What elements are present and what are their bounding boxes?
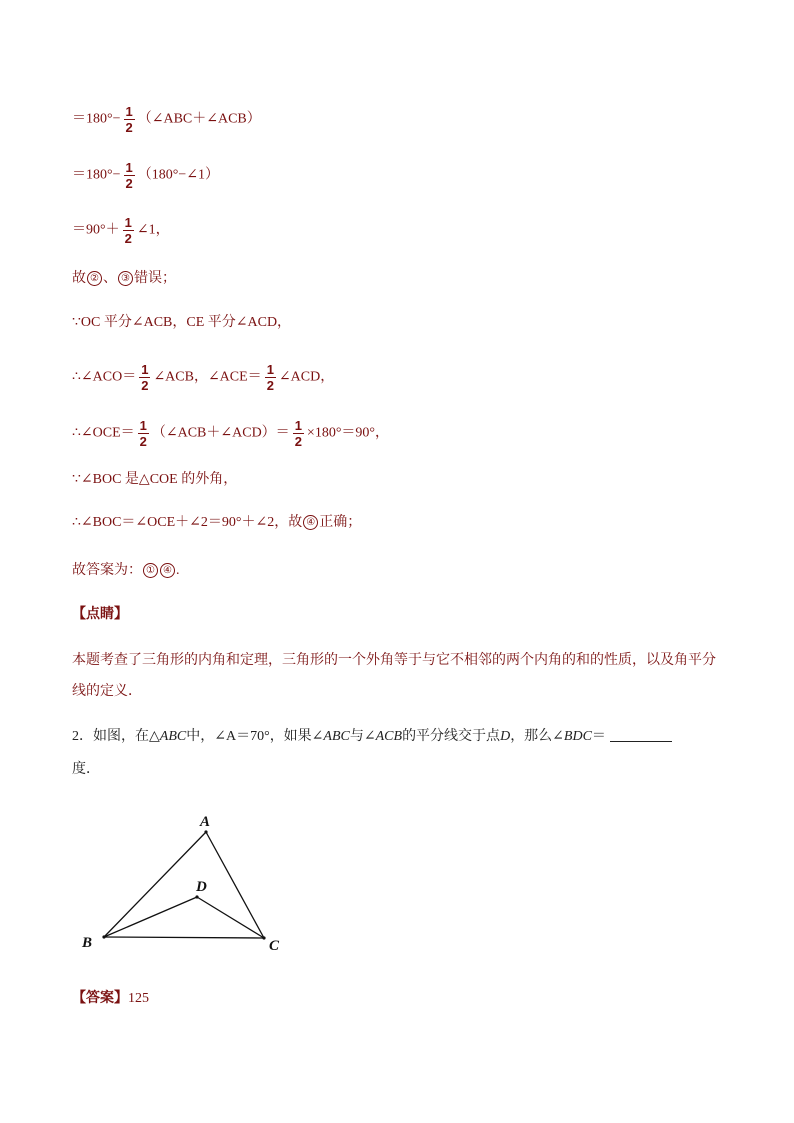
point-d <box>195 895 198 898</box>
triangle-lines <box>104 832 264 938</box>
fraction-denominator: 2 <box>141 378 149 393</box>
line-text: 故 <box>72 271 86 286</box>
fraction-numerator: 1 <box>125 104 133 119</box>
vertex-c <box>262 936 265 939</box>
solution-line-9 <box>72 513 361 533</box>
fraction <box>293 418 304 449</box>
question-math: BDC <box>563 729 592 744</box>
fraction <box>139 362 150 393</box>
solution-line-10 <box>72 561 180 581</box>
line-text: ∠ACB，∠ACE＝ <box>153 369 262 385</box>
line-text: ＝180°− <box>72 167 121 183</box>
line-text: ∠ACD， <box>278 369 335 385</box>
fraction-numerator: 1 <box>125 160 133 175</box>
line-text: 故答案为： <box>72 563 142 578</box>
comment-heading: 【点睛】 <box>72 607 128 622</box>
solution-line-2 <box>72 160 219 191</box>
label-b: B <box>82 935 93 951</box>
solution-line-4 <box>72 269 176 289</box>
circled-number: ③ <box>118 271 133 286</box>
question-text: 2．如图，在△ <box>72 729 160 744</box>
line-text: ＝90°＋ <box>72 222 120 238</box>
question-math: ∠A＝70° <box>214 729 270 744</box>
fraction-numerator: 1 <box>266 362 274 377</box>
answer-label: 【答案】 <box>72 991 128 1006</box>
question-text: ＝ <box>591 729 606 744</box>
fraction <box>138 418 149 449</box>
line-text: 正确； <box>319 515 362 530</box>
fraction <box>124 104 135 135</box>
line-text: ∴∠ACO＝ <box>72 369 137 385</box>
fraction-numerator: 1 <box>141 362 149 377</box>
line-text: ∴∠OCE＝ <box>72 425 135 441</box>
side-bc <box>104 937 264 938</box>
vertex-b <box>102 935 105 938</box>
fraction-denominator: 2 <box>124 231 132 246</box>
answer-blank <box>610 727 672 742</box>
line-text: （∠ACB＋∠ACD）＝ <box>151 425 290 441</box>
solution-line-6 <box>72 362 334 393</box>
line-text: （∠ABC＋∠ACB） <box>137 111 261 127</box>
line-text: ×180°＝90°， <box>306 425 390 441</box>
comment-text-line-2: 线的定义． <box>72 684 142 699</box>
fraction-denominator: 2 <box>266 378 274 393</box>
line-text: ＝180°− <box>72 111 121 127</box>
fraction-numerator: 1 <box>139 418 147 433</box>
bisector-bd <box>104 897 197 937</box>
fraction-denominator: 2 <box>125 120 133 135</box>
label-d: D <box>196 879 207 895</box>
fraction <box>123 215 134 246</box>
circled-number: ④ <box>160 563 175 578</box>
fraction-denominator: 2 <box>294 434 302 449</box>
line-text: 、 <box>103 271 117 286</box>
solution-line-7 <box>72 418 389 449</box>
line-text: ∴∠BOC＝∠OCE＋∠2＝90°＋∠2，故 <box>72 515 303 530</box>
fraction-denominator: 2 <box>139 434 147 449</box>
solution-line-8: ∵∠BOC 是△COE 的外角， <box>72 472 238 487</box>
question-text: 的平分线交于点 <box>402 729 501 744</box>
label-a: A <box>200 814 211 830</box>
line-text: 错误； <box>134 271 176 286</box>
circled-number: ① <box>143 563 158 578</box>
question-math: ACB <box>375 729 403 744</box>
bisector-cd <box>197 897 264 938</box>
question-line-2: 度． <box>72 762 100 777</box>
fraction-numerator: 1 <box>124 215 132 230</box>
comment-text-line-1: 本题考查了三角形的内角和定理，三角形的一个外角等于与它不相邻的两个内角的和的性质，以及角平分 <box>72 653 716 668</box>
vertex-dots <box>102 830 265 939</box>
fraction <box>265 362 276 393</box>
question-text: ，那么∠ <box>510 729 564 744</box>
solution-line-5: ∵OC 平分∠ACB，CE 平分∠ACD， <box>72 315 292 330</box>
question-text: 中， <box>186 729 215 744</box>
question-math: ABC <box>159 729 187 744</box>
question-math: ABC <box>323 729 350 744</box>
line-text: ∠1， <box>136 222 170 238</box>
circled-number: ② <box>87 271 102 286</box>
fraction-denominator: 2 <box>125 176 133 191</box>
side-ab <box>104 832 206 937</box>
line-text: . <box>176 563 180 578</box>
side-ac <box>206 832 264 938</box>
label-c: C <box>269 938 280 954</box>
vertex-a <box>204 830 207 833</box>
line-text: （180°−∠1） <box>137 167 219 183</box>
answer-line <box>72 988 149 1009</box>
question-text: ，如果∠ <box>269 729 324 744</box>
question-line-1 <box>72 727 672 747</box>
question-text: 与∠ <box>349 729 376 744</box>
question-math: D <box>500 729 511 744</box>
answer-value: 125 <box>128 991 149 1006</box>
solution-line-3 <box>72 215 170 246</box>
solution-line-1 <box>72 104 261 135</box>
circled-number: ④ <box>303 515 318 530</box>
fraction-numerator: 1 <box>294 418 302 433</box>
fraction <box>124 160 135 191</box>
